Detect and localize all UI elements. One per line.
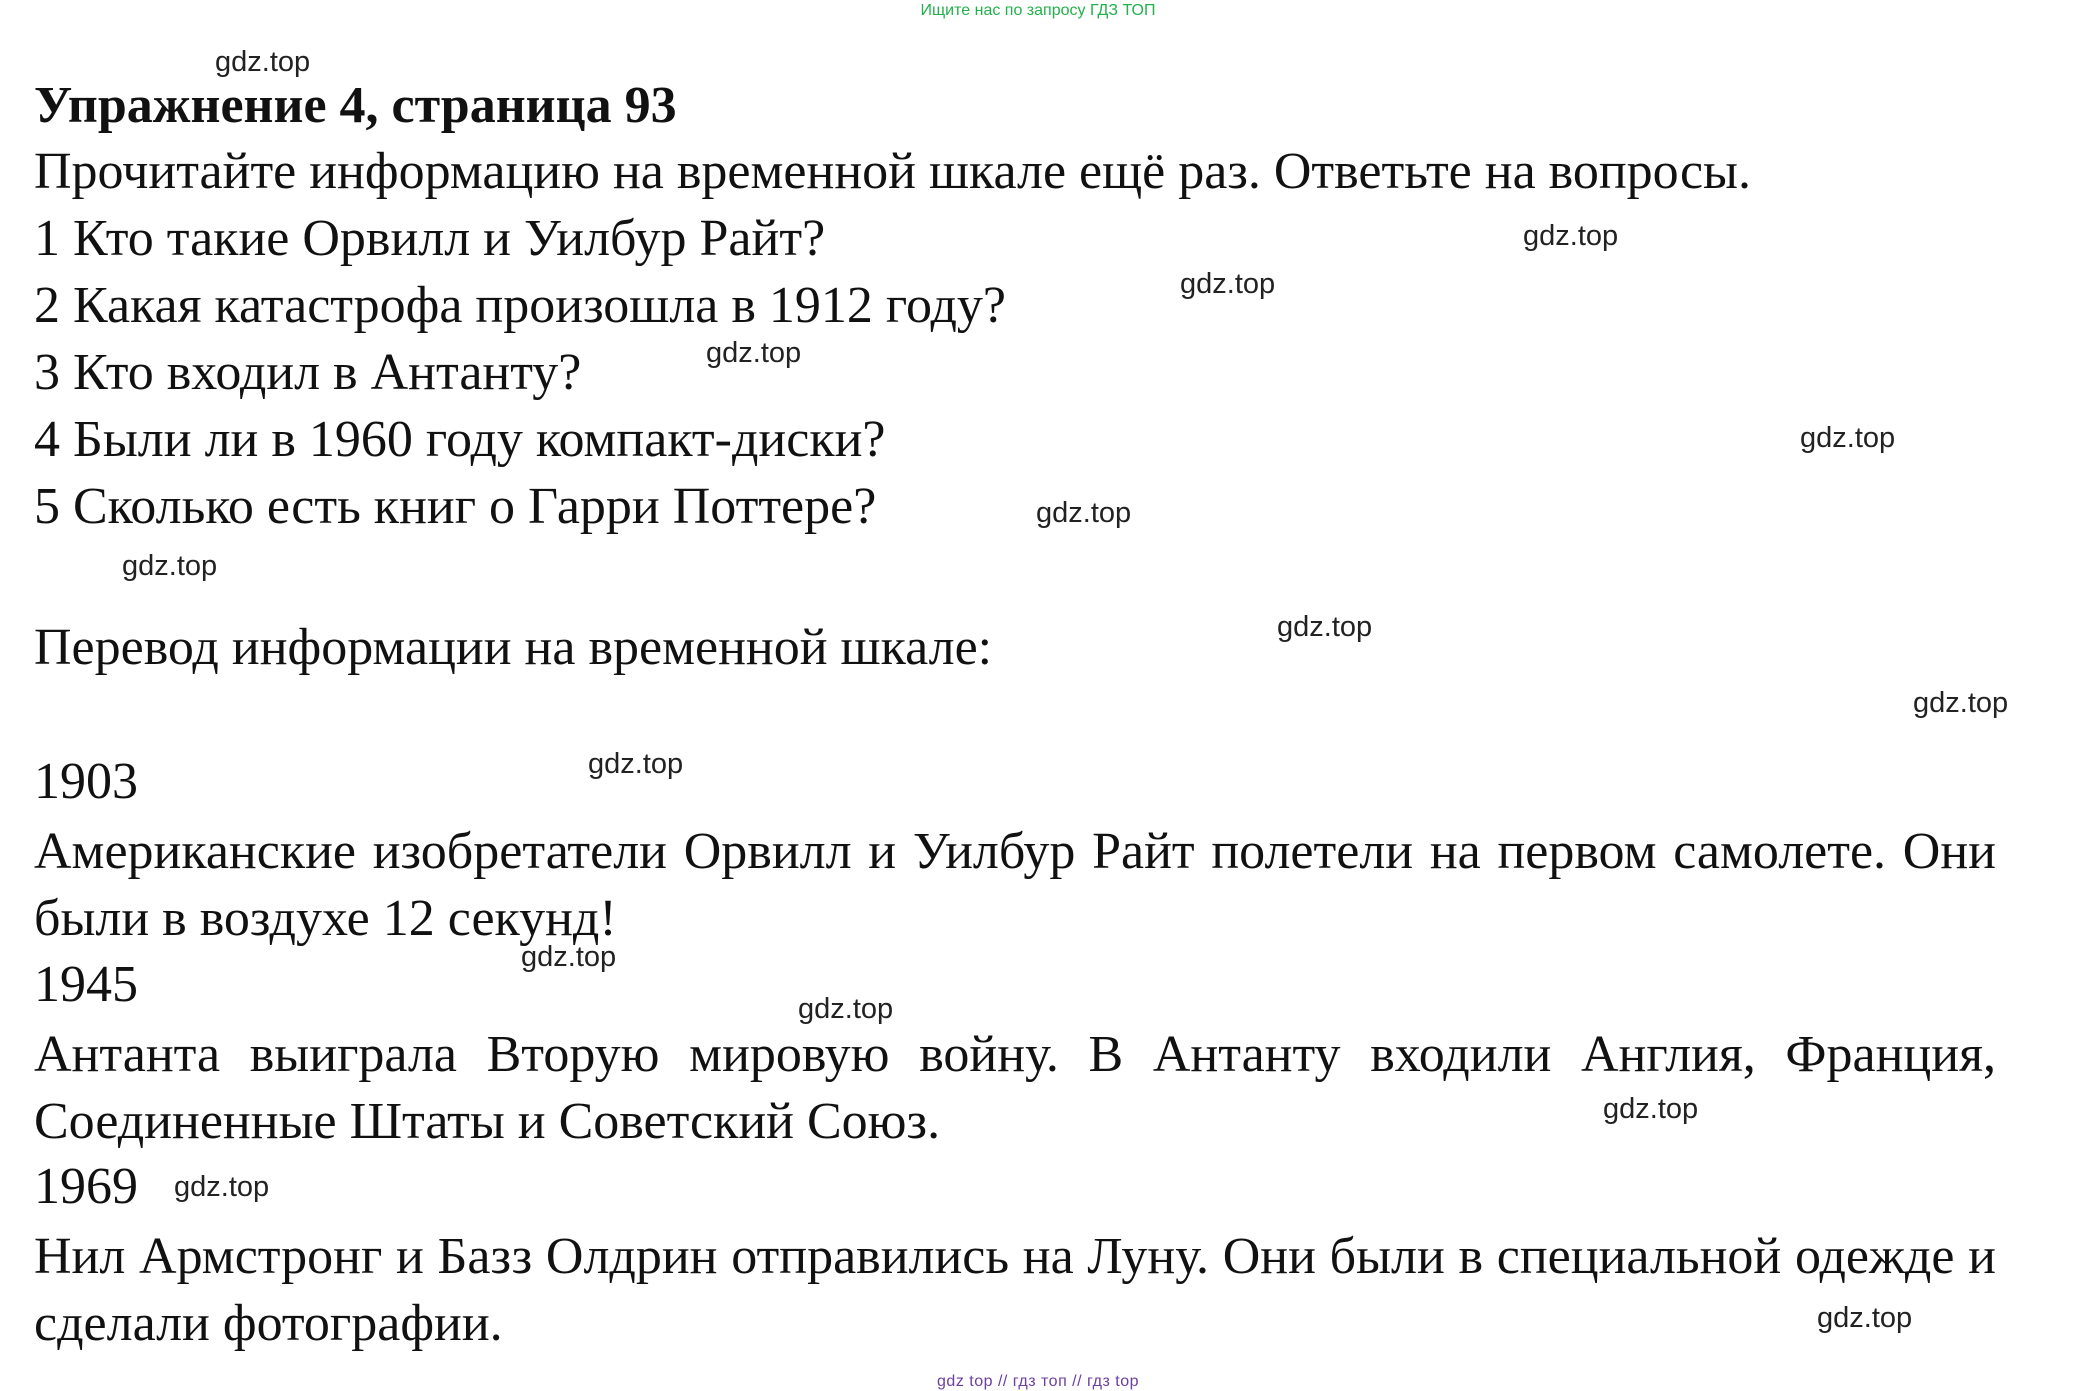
question-2: 2 Какая катастрофа произошла в 1912 году?	[34, 277, 1007, 334]
entry-text-1945: Антанта выиграла Вторую мировую войну. В Антанту входили Англия, Франция, Соединенные Штаты и Советский Союз.	[34, 1026, 1996, 1150]
watermark: gdz.top	[1523, 220, 1619, 252]
top-banner: Ищите нас по запросу ГДЗ ТОП	[920, 2, 1156, 19]
watermark: gdz.top	[1277, 611, 1373, 643]
watermark: gdz.top	[1913, 687, 2009, 719]
watermark: gdz.top	[174, 1171, 270, 1203]
entry-year-1945: 1945	[34, 956, 138, 1013]
watermark: gdz.top	[588, 748, 684, 780]
watermark: gdz.top	[798, 993, 894, 1025]
watermark: gdz.top	[1800, 422, 1896, 454]
entry-year-1969: 1969	[34, 1158, 138, 1215]
watermark: gdz.top	[215, 46, 311, 78]
exercise-title: Упражнение 4, страница 93	[34, 77, 677, 134]
watermark: gdz.top	[521, 941, 617, 973]
watermark: gdz.top	[1603, 1093, 1699, 1125]
entry-year-1903: 1903	[34, 753, 138, 810]
question-5: 5 Сколько есть книг о Гарри Поттере?	[34, 478, 877, 535]
watermark: gdz.top	[706, 337, 802, 369]
question-1: 1 Кто такие Орвилл и Уилбур Райт?	[34, 210, 826, 267]
entry-text-1903: Американские изобретатели Орвилл и Уилбур Райт полетели на первом самолете. Они были в воздухе 12 секунд!	[34, 823, 1996, 947]
watermark: gdz.top	[1817, 1302, 1913, 1334]
question-3: 3 Кто входил в Антанту?	[34, 344, 582, 401]
question-4: 4 Были ли в 1960 году компакт-диски?	[34, 411, 886, 468]
watermark: gdz.top	[1036, 497, 1132, 529]
watermark: gdz.top	[122, 550, 218, 582]
footer-links: gdz top // гдз топ // гдз top	[937, 1373, 1139, 1390]
entry-text-1969: Нил Армстронг и Базз Олдрин отправились на Луну. Они были в специальной одежде и сделали фотографии.	[34, 1228, 1996, 1352]
instruction-text: Прочитайте информацию на временной шкале ещё раз. Ответьте на вопросы.	[34, 143, 1751, 200]
watermark: gdz.top	[1180, 268, 1276, 300]
translation-heading: Перевод информации на временной шкале:	[34, 619, 993, 676]
